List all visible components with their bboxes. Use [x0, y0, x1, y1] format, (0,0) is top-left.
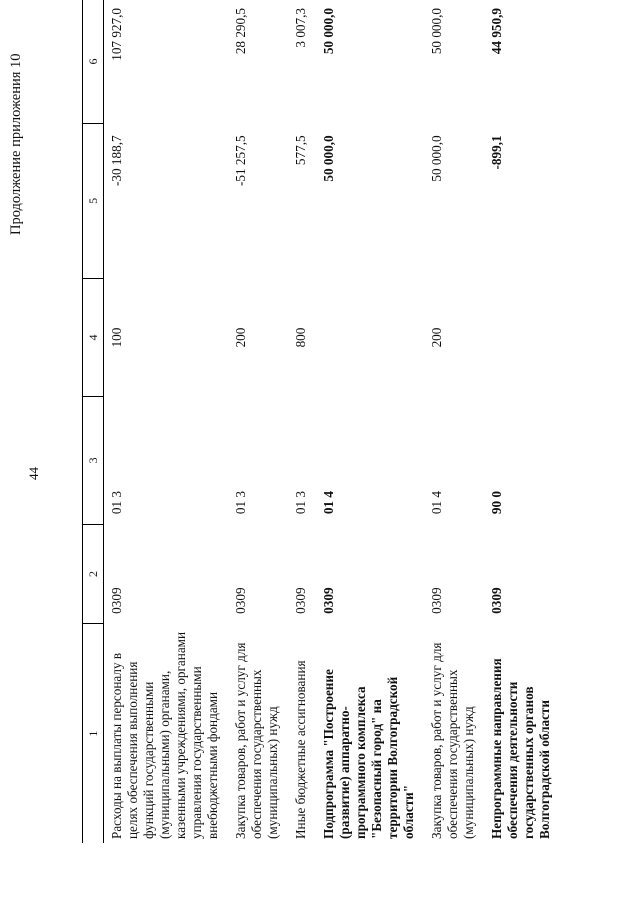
column-number: 1: [83, 624, 104, 843]
total-amount-cell: 50 000,0: [321, 8, 336, 55]
table-row: [228, 0, 288, 843]
column-number-row: [83, 0, 104, 843]
row-name-cell: Расходы на выплаты персоналу в целях обеспечения выполнения функций государственными (муниципальными) органами, казенными учреждениями, органами управления государственными внебюджетными фондами: [109, 631, 220, 839]
table-row: [424, 0, 484, 843]
amendment-amount-cell: 50 000,0: [429, 135, 444, 182]
row-name-cell: Иные бюджетные ассигнования: [293, 660, 308, 839]
appendix-continuation-header: Продолжение приложения 10: [8, 53, 24, 235]
row-name-cell: Подпрограмма "Построение (развитие) аппаратно-программного комплекса "Безопасный город" на территории Волгоградской области": [321, 669, 416, 839]
amendment-amount-cell: -51 257,5: [233, 135, 248, 186]
amendment-amount-cell: -30 188,7: [109, 135, 124, 186]
budget-table: [82, 0, 560, 843]
target-article-cell: 01 3: [109, 491, 124, 515]
section-code-cell: 0309: [233, 587, 248, 614]
row-name-cell: Закупка товаров, работ и услуг для обеспечения государственных (муниципальных) нужд: [233, 642, 280, 839]
column-number: 2: [83, 524, 104, 624]
table-row: [104, 0, 229, 843]
total-amount-cell: 50 000,0: [429, 8, 444, 55]
column-number: 4: [83, 278, 104, 396]
target-article-cell: 01 4: [429, 491, 444, 515]
total-amount-cell: 3 007,3: [293, 8, 308, 48]
table-row: [484, 0, 560, 843]
section-code-cell: 0309: [429, 587, 444, 614]
target-article-cell: 90 0: [489, 491, 504, 515]
section-code-cell: 0309: [293, 587, 308, 614]
total-amount-cell: 107 927,0: [109, 8, 124, 61]
page-number: 44: [26, 467, 41, 480]
column-number: 3: [83, 397, 104, 524]
amendment-amount-cell: 577,5: [293, 135, 308, 166]
section-code-cell: 0309: [489, 587, 504, 614]
expense-type-cell: 800: [293, 327, 308, 348]
table-row: [316, 0, 424, 843]
target-article-cell: 01 4: [321, 491, 336, 515]
amendment-amount-cell: -899,1: [489, 135, 504, 170]
column-number: 5: [83, 123, 104, 278]
expense-type-cell: 200: [429, 327, 444, 348]
column-number: 6: [83, 0, 104, 123]
target-article-cell: 01 3: [293, 491, 308, 515]
expense-type-cell: 200: [233, 327, 248, 348]
total-amount-cell: 44 950,9: [489, 8, 504, 55]
section-code-cell: 0309: [321, 587, 336, 614]
amendment-amount-cell: 50 000,0: [321, 135, 336, 182]
row-name-cell: Непрограммные направления обеспечения деятельности государственных органов Волгоградской области: [489, 658, 552, 839]
expense-type-cell: [484, 278, 560, 396]
target-article-cell: 01 3: [233, 491, 248, 515]
row-name-cell: Закупка товаров, работ и услуг для обеспечения государственных (муниципальных) нужд: [429, 642, 476, 839]
expense-type-cell: 100: [109, 327, 124, 348]
expense-type-cell: [316, 278, 424, 396]
section-code-cell: 0309: [109, 587, 124, 614]
total-amount-cell: 28 290,5: [233, 8, 248, 55]
table-row: [288, 0, 316, 843]
